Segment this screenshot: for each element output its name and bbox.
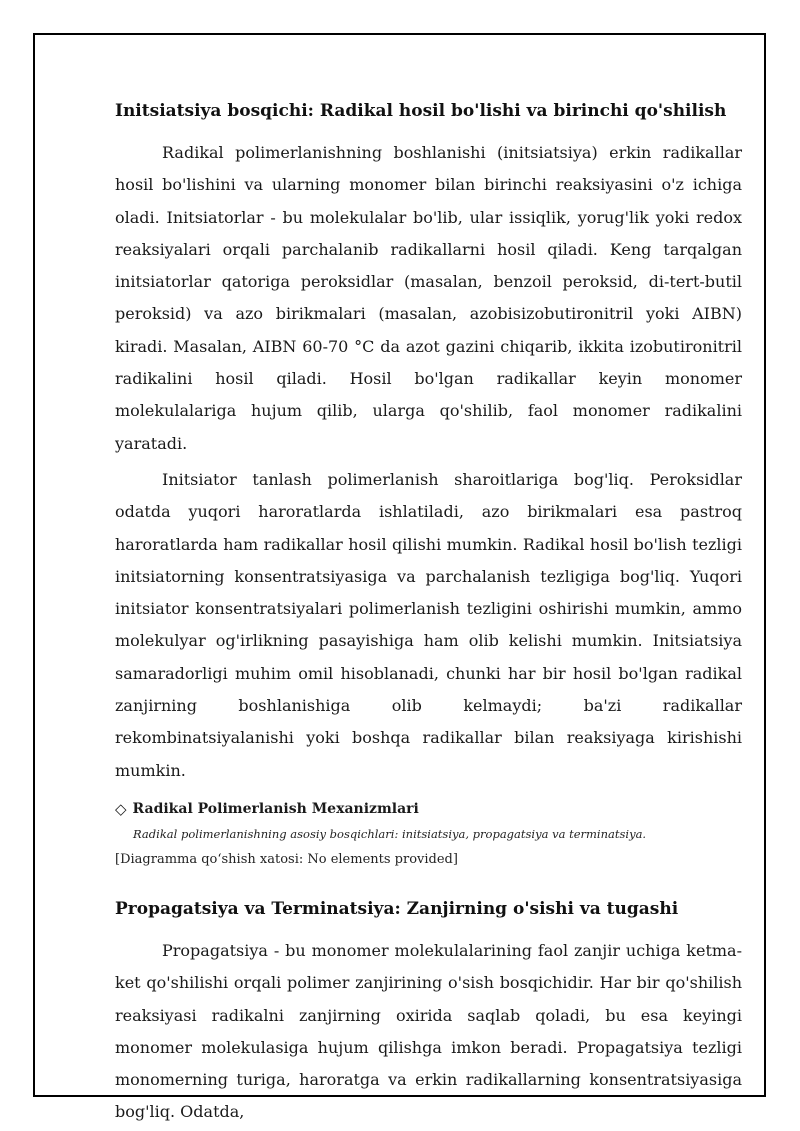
paragraph: Initsiator tanlash polimerlanish sharoitlariga bog'liq. Peroksidlar odatda yuqori haroratlarda ishlatiladi, azo birikmalari esa pastroq haroratlarda ham radikallar hosil qilishi mumkin. Radikal hosil bo'lish tezligi initsiatorning konsentratsiyasiga va parchalanish tezligiga bog'liq. Yuqori initsiator konsentratsiyalari polimerlanish tezligini oshirishi mumkin, ammo molekulyar og'irlikning pasayishiga ham olib kelishi mumkin. Initsiatsiya samaradorligi muhim omil hisoblanadi, chunki har bir hosil bo'lgan radikal zanjirning boshlanishiga olib kelmaydi; ba'zi radikallar rekombinatsiyalanishi yoki boshqa radikallar bilan reaksiyaga kirishishi mumkin. (115, 469, 742, 780)
diamond-icon: ◇ (115, 799, 127, 818)
paragraph: Radikal polimerlanishning boshlanishi (initsiatsiya) erkin radikallar hosil bo'lishini va ularning monomer bilan birinchi reaksiyasini o'z ichiga oladi. Initsiatorlar - bu molekulalar bo'lib, ular issiqlik, yorug'lik yoki redox reaksiyalari orqali parchalanib radikallarni hosil qiladi. Keng tarqalgan initsiatorlar qatoriga peroksidlar (masalan, benzoil peroksid, di-tert-butil peroksid) va azo birikmalari (masalan, azobisizobutironitril yoki AIBN) kiradi. Masalan, AIBN 60-70 °C da azot gazini chiqarib, ikkita izobutironitril radikalini hosil qiladi. Hosil bo'lgan radikallar keyin monomer molekulalariga hujum qilib, ularga qo'shilib, faol monomer radikalini yaratadi. (115, 143, 742, 453)
figure-title (115, 799, 742, 819)
section-heading-initiation: Initsiatsiya bosqichi: Radikal hosil bo'lishi va birinchi qo'shilish (115, 101, 727, 121)
section-heading-propagation: Propagatsiya va Terminatsiya: Zanjirning o'sishi va tugashi (115, 898, 679, 919)
figure-caption: Radikal polimerlanishning asosiy bosqichlari: initsiatsiya, propagatsiya va terminatsiya. (133, 826, 647, 841)
diagram-error-message: [Diagramma qo‘shish xatosi: No elements provided] (115, 851, 458, 867)
paragraph: Propagatsiya - bu monomer molekulalarining faol zanjir uchiga ketma-ket qo'shilishi orqali polimer zanjirining o'sish bosqichidir. Har bir qo'shilish reaksiyasi radikalni zanjirning oxirida saqlab qoladi, bu esa keyingi monomer molekulasiga hujum qilishga imkon beradi. Propagatsiya tezligi monomerning turiga, haroratga va erkin radikallarning konsentratsiyasiga bog'liq. Odatda, (115, 940, 742, 1122)
figure-title-text: Radikal Polimerlanish Mexanizmlari (132, 800, 419, 817)
document-body (115, 99, 742, 1129)
